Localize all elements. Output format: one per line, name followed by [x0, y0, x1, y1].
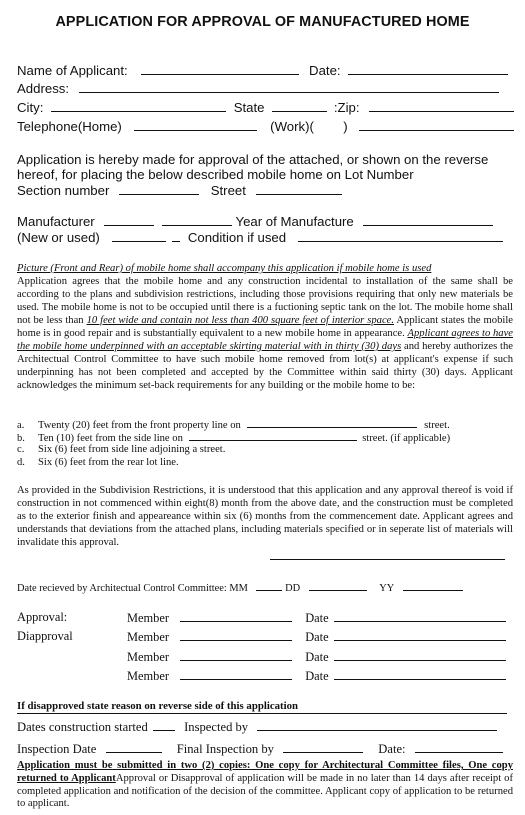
- setback-text: Six (6) feet from side line adjoining a street.: [38, 444, 226, 455]
- terms-paragraph: [17, 262, 513, 392]
- work-close: ): [343, 119, 348, 134]
- manufacturer-row: [17, 214, 493, 230]
- work-label: (Work)(: [270, 119, 314, 134]
- applicant-name-row: [17, 63, 508, 79]
- member-date-field-3[interactable]: [334, 649, 506, 661]
- dd-field[interactable]: [309, 581, 367, 591]
- member-label: Member: [127, 650, 169, 664]
- city-label: City:: [17, 100, 44, 115]
- inspection-date-field[interactable]: [106, 741, 162, 753]
- street-field[interactable]: [256, 183, 342, 195]
- disapproved-note: If disapproved state reason on reverse side of this application: [17, 700, 299, 712]
- home-phone-field[interactable]: [134, 119, 257, 131]
- manufacturer-field-1[interactable]: [104, 214, 154, 226]
- inspected-by-label: Inspected by: [184, 720, 249, 734]
- front-street-field[interactable]: [247, 418, 417, 428]
- setback-suffix: street. (if applicable): [362, 433, 451, 444]
- date-label: Date: [305, 650, 329, 664]
- inspection-date-label: Inspection Date: [17, 742, 97, 756]
- member-field-3[interactable]: [180, 649, 292, 661]
- footer-rest: Approval or Disapproval of application will be made in no later than 14 days after receipt of completed application and notification of the decision of the committee. Applicant copy of application to be returned to applicant.: [17, 772, 513, 810]
- footer-paragraph: [17, 760, 513, 811]
- final-inspection-field[interactable]: [283, 741, 363, 753]
- setback-marker: c.: [17, 444, 25, 455]
- new-used-field-extra[interactable]: [172, 230, 180, 242]
- address-row: [17, 81, 499, 97]
- member-date-field-1[interactable]: [334, 610, 506, 622]
- form-title: APPLICATION FOR APPROVAL OF MANUFACTURED HOME: [55, 14, 470, 30]
- construction-started-field[interactable]: [153, 719, 175, 731]
- member-field-2[interactable]: [180, 629, 292, 641]
- setback-c: [17, 444, 225, 457]
- section-field[interactable]: [119, 183, 199, 195]
- final-date-field[interactable]: [415, 741, 503, 753]
- date-label: Date: [305, 630, 329, 644]
- section-divider: [17, 713, 507, 714]
- footer-bold: Application must be submitted in two (2) copies: One copy for Architectural Committee files, One copy returned to Applicant: [17, 760, 513, 784]
- street-label: Street: [210, 183, 246, 198]
- member-row-1: [127, 610, 506, 626]
- yy-label: YY: [379, 583, 394, 594]
- construction-started-label: Dates construction started: [17, 720, 148, 734]
- statement-line-1: Application is hereby made for approval of the attached, or shown on the reverse: [17, 152, 489, 167]
- inspection-row: [17, 741, 503, 757]
- setback-marker: d.: [17, 457, 25, 468]
- yy-field[interactable]: [403, 581, 463, 591]
- setback-suffix: street.: [424, 420, 450, 431]
- name-field[interactable]: [141, 63, 299, 75]
- setback-marker: a.: [17, 420, 25, 431]
- telephone-row: [17, 119, 514, 135]
- member-field-1[interactable]: [180, 610, 292, 622]
- member-date-field-2[interactable]: [334, 629, 506, 641]
- zip-field[interactable]: [369, 100, 514, 112]
- member-label: Member: [127, 611, 169, 625]
- construction-row: [17, 719, 497, 735]
- restrictions-paragraph: As provided in the Subdivision Restrictions, it is understood that this application and any approval thereof is void if construction in not commenced within eight(8) month from the above date, and the construction must be completed as to the exterior finish and appeareance within six (6) months from the commencement date. Applicant agrees and understands that deviations from the attached plans, including materials specified or in seperate list of materials will invalidate this approval.: [17, 485, 513, 548]
- section-label: Section number: [17, 183, 110, 198]
- date-label: Date:: [309, 63, 341, 78]
- terms-p1: Application agrees that the mobile home and any construction incidental to installation of the same shall be according to the plans and subdivision restrictions, including those provisions requiring that only new materials be used. The mobile home is not to be occupied until there is a fuctioning septic tank on the lot. The mobile home shall not be less than: [17, 276, 513, 326]
- setback-text: Ten (10) feet from the side line on: [38, 433, 183, 444]
- member-row-3: [127, 649, 506, 665]
- member-label: Member: [127, 630, 169, 644]
- new-used-field[interactable]: [112, 230, 166, 242]
- state-field[interactable]: [272, 100, 327, 112]
- condition-field[interactable]: [298, 230, 503, 242]
- year-label: Year of Manufacture: [235, 214, 354, 229]
- date-field[interactable]: [348, 63, 508, 75]
- address-field[interactable]: [79, 81, 499, 93]
- city-row: [17, 100, 514, 116]
- member-date-field-4[interactable]: [334, 668, 506, 680]
- name-label: Name of Applicant:: [17, 63, 128, 78]
- date-received-label: Date recieved by Architectual Control Committee: MM: [17, 583, 248, 594]
- section-row: [17, 183, 342, 199]
- terms-p2: Applicant states the mobile home is in good repair and is substantially equivalent to a new mobile home in appearance.: [17, 315, 513, 339]
- date-received-row: [17, 581, 463, 596]
- inspected-by-field[interactable]: [257, 719, 497, 731]
- statement-line-2: hereof, for placing the below described mobile home on Lot Number: [17, 167, 414, 182]
- mm-field[interactable]: [256, 581, 282, 591]
- zip-label: :Zip:: [333, 100, 360, 115]
- setback-d: [17, 457, 179, 470]
- approval-label: Approval:: [17, 610, 68, 624]
- manufacturer-label: Manufacturer: [17, 214, 95, 229]
- new-used-row: [17, 230, 503, 246]
- final-inspection-label: Final Inspection by: [176, 742, 274, 756]
- member-row-2: [127, 629, 506, 645]
- setback-text: Twenty (20) feet from the front property line on: [38, 420, 241, 431]
- date-label: Date: [305, 669, 329, 683]
- telephone-label: Telephone(Home): [17, 119, 122, 134]
- manufacturer-field-2[interactable]: [162, 214, 232, 226]
- setback-marker: b.: [17, 433, 25, 444]
- member-field-4[interactable]: [180, 668, 292, 680]
- year-field[interactable]: [363, 214, 493, 226]
- date-label: Date: [305, 611, 329, 625]
- final-date-label: Date:: [378, 742, 406, 756]
- address-label: Address:: [17, 81, 70, 96]
- signature-line[interactable]: [270, 559, 505, 560]
- work-phone-area-field[interactable]: [318, 120, 340, 131]
- new-used-label: (New or used): [17, 230, 100, 245]
- city-field[interactable]: [51, 100, 226, 112]
- state-label: State: [233, 100, 265, 115]
- disapproval-label: Diapproval: [17, 629, 73, 643]
- setback-text: Six (6) feet from the rear lot line.: [38, 457, 179, 468]
- member-label: Member: [127, 669, 169, 683]
- terms-p1-underlined: 10 feet wide and contain not less than 400 square feet of interior space.: [86, 315, 394, 326]
- condition-label: Condition if used: [187, 230, 287, 245]
- member-row-4: [127, 668, 506, 684]
- work-phone-field[interactable]: [359, 119, 514, 131]
- picture-note: Picture (Front and Rear) of mobile home shall accompany this application if mobile home is used: [17, 263, 432, 274]
- terms-p2-rest: and hereby authorizes the Architectual Control Committee to have such mobile home removed from lot(s) at applicant's expense if such underpinning has not been completed and accepted by the Committee within said thirty (30) days. Applicant acknowledges the minimum set-back requirements for any building or the mobile home to be:: [17, 341, 513, 391]
- side-street-field[interactable]: [189, 431, 357, 441]
- terms-p2-underlined: Applicant agrees to have the mobile home underpinned with an acceptable skirting material with in thirty (30) days: [17, 328, 513, 352]
- dd-label: DD: [285, 583, 301, 594]
